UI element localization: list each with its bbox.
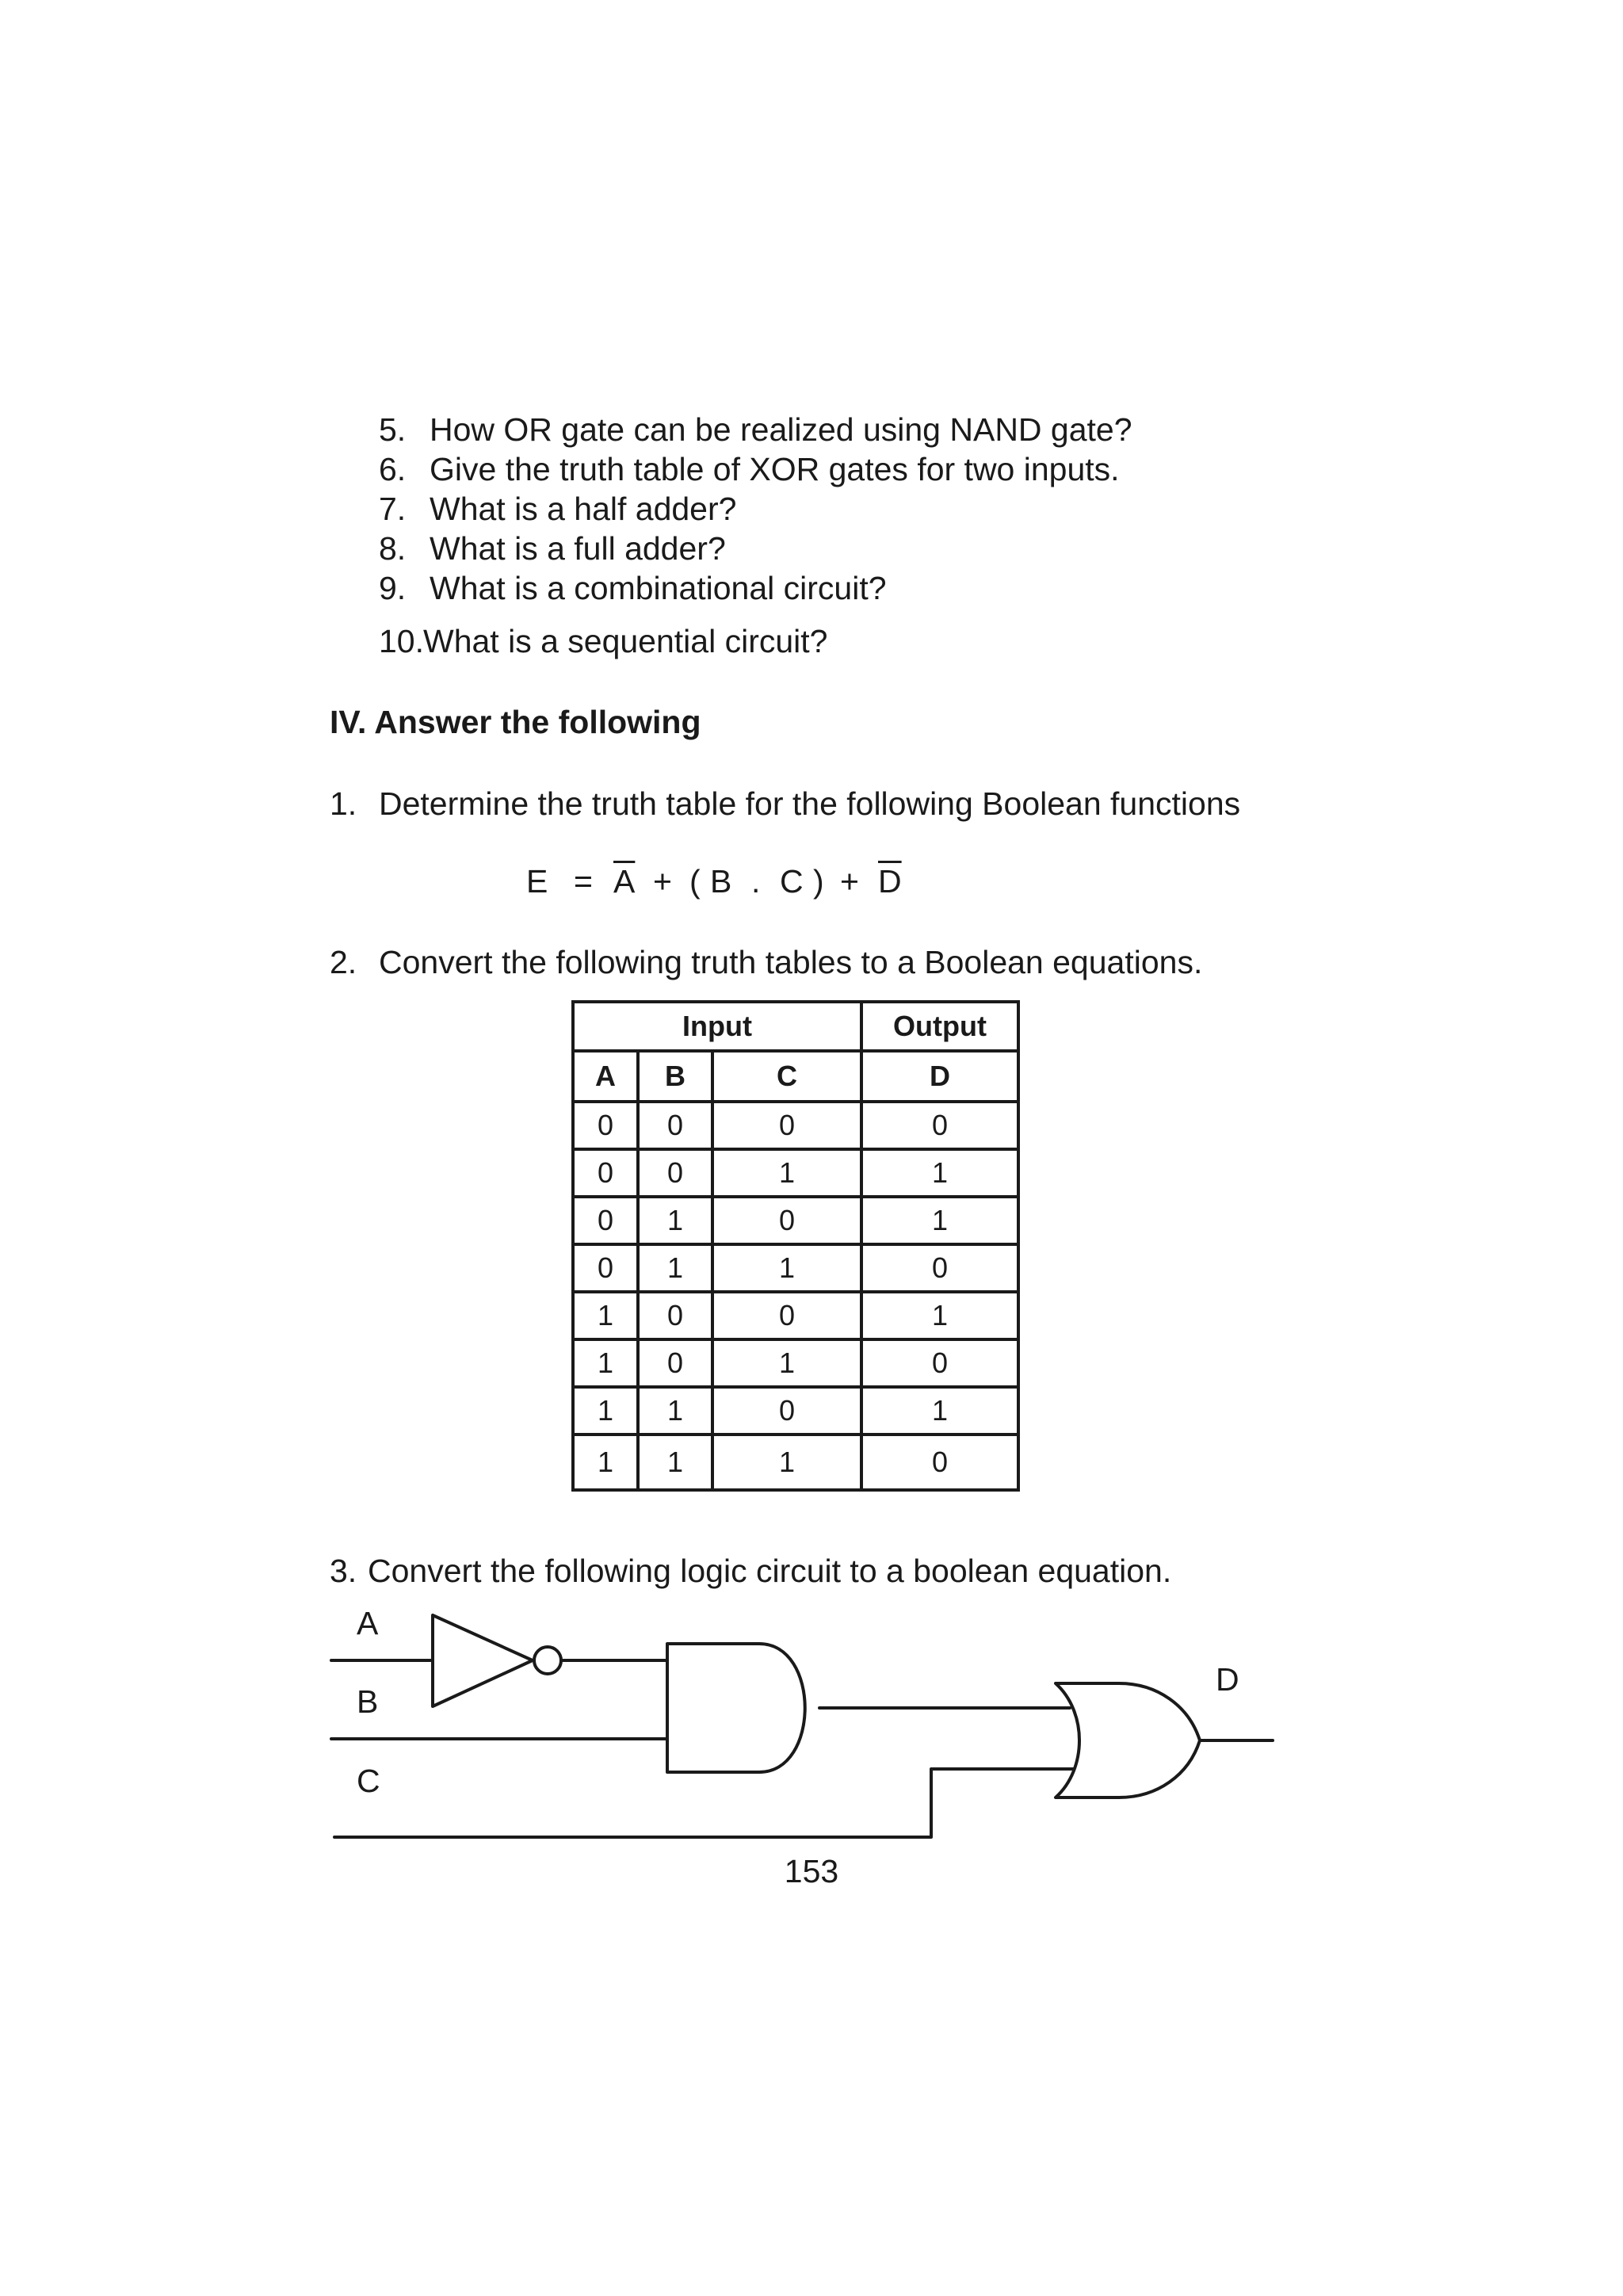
section-title: IV. Answer the following xyxy=(330,704,701,740)
equation-a-bar: $\overline{A}$ xyxy=(613,863,636,900)
table-cell: 0 xyxy=(573,1197,638,1244)
table-cell: 1 xyxy=(861,1197,1018,1244)
table-cell: 1 xyxy=(861,1387,1018,1435)
question-number: 1. xyxy=(330,785,357,822)
page-number: 153 xyxy=(784,1853,839,1889)
equation-rparen: ) xyxy=(813,863,824,900)
table-cell: 1 xyxy=(573,1339,638,1387)
table-cell: 1 xyxy=(573,1292,638,1339)
question-number: 2. xyxy=(330,944,357,980)
circuit-label-b: B xyxy=(357,1683,379,1720)
table-cell: 1 xyxy=(712,1244,861,1292)
table-cell: 0 xyxy=(638,1339,712,1387)
table-cell: 1 xyxy=(638,1197,712,1244)
table-cell: 0 xyxy=(573,1149,638,1197)
equation-lhs: E xyxy=(526,863,548,900)
question-text: What is a half adder? xyxy=(430,491,737,527)
table-cell: 0 xyxy=(861,1435,1018,1490)
input-header: Input xyxy=(573,1002,861,1051)
question-number: 7. xyxy=(379,491,407,527)
equation-plus: + xyxy=(840,863,859,900)
question-number: 5. xyxy=(379,411,407,448)
table-cell: 0 xyxy=(861,1102,1018,1149)
question-number: 6. xyxy=(379,451,407,487)
question-text: Convert the following truth tables to a Boolean equations. xyxy=(379,944,1203,980)
table-cell: 0 xyxy=(712,1102,861,1149)
equation-dot: . xyxy=(751,863,761,900)
table-cell: 1 xyxy=(861,1149,1018,1197)
question-text: Give the truth table of XOR gates for two inputs. xyxy=(430,451,1120,487)
column-header-b: B xyxy=(638,1051,712,1102)
wire-c xyxy=(334,1769,1074,1837)
circuit-label-d: D xyxy=(1216,1661,1239,1698)
question-text: What is a full adder? xyxy=(430,530,726,567)
and-gate xyxy=(667,1644,805,1772)
column-header-a: A xyxy=(573,1051,638,1102)
question-text: How OR gate can be realized using NAND gate? xyxy=(430,411,1132,448)
table-cell: 0 xyxy=(638,1102,712,1149)
table-cell: 1 xyxy=(638,1244,712,1292)
question-number: 9. xyxy=(379,570,407,606)
table-cell: 0 xyxy=(861,1244,1018,1292)
table-cell: 1 xyxy=(712,1149,861,1197)
inversion-bubble xyxy=(534,1647,561,1674)
equation-plus: + xyxy=(653,863,672,900)
equation-equals: = xyxy=(574,863,593,900)
table-cell: 1 xyxy=(712,1435,861,1490)
table-cell: 1 xyxy=(861,1292,1018,1339)
question-text: Determine the truth table for the following Boolean functions xyxy=(379,785,1241,822)
question-text: What is a combinational circuit? xyxy=(430,570,887,606)
table-cell: 0 xyxy=(573,1244,638,1292)
table-cell: 0 xyxy=(638,1292,712,1339)
equation-d-bar: $\overline{D}$ xyxy=(878,863,902,900)
question-text: Convert the following logic circuit to a boolean equation. xyxy=(368,1553,1172,1589)
table-cell: 1 xyxy=(638,1387,712,1435)
or-gate xyxy=(1056,1683,1200,1797)
not-gate xyxy=(433,1615,533,1706)
table-cell: 1 xyxy=(712,1339,861,1387)
question-number: 8. xyxy=(379,530,407,567)
table-cell: 0 xyxy=(712,1387,861,1435)
equation-b: B xyxy=(710,863,732,900)
table-cell: 0 xyxy=(573,1102,638,1149)
question-text: What is a sequential circuit? xyxy=(423,623,828,659)
equation-lparen: ( xyxy=(689,863,701,900)
table-cell: 1 xyxy=(573,1435,638,1490)
equation-c: C xyxy=(780,863,804,900)
table-cell: 1 xyxy=(573,1387,638,1435)
table-cell: 0 xyxy=(638,1149,712,1197)
output-header: Output xyxy=(861,1002,1018,1051)
table-cell: 1 xyxy=(638,1435,712,1490)
column-header-d: D xyxy=(861,1051,1018,1102)
circuit-label-c: C xyxy=(357,1763,380,1799)
table-cell: 0 xyxy=(861,1339,1018,1387)
table-cell: 0 xyxy=(712,1292,861,1339)
question-number: 3. xyxy=(330,1553,357,1589)
circuit-label-a: A xyxy=(357,1605,379,1641)
question-number: 10. xyxy=(379,623,424,659)
table-cell: 0 xyxy=(712,1197,861,1244)
column-header-c: C xyxy=(712,1051,861,1102)
